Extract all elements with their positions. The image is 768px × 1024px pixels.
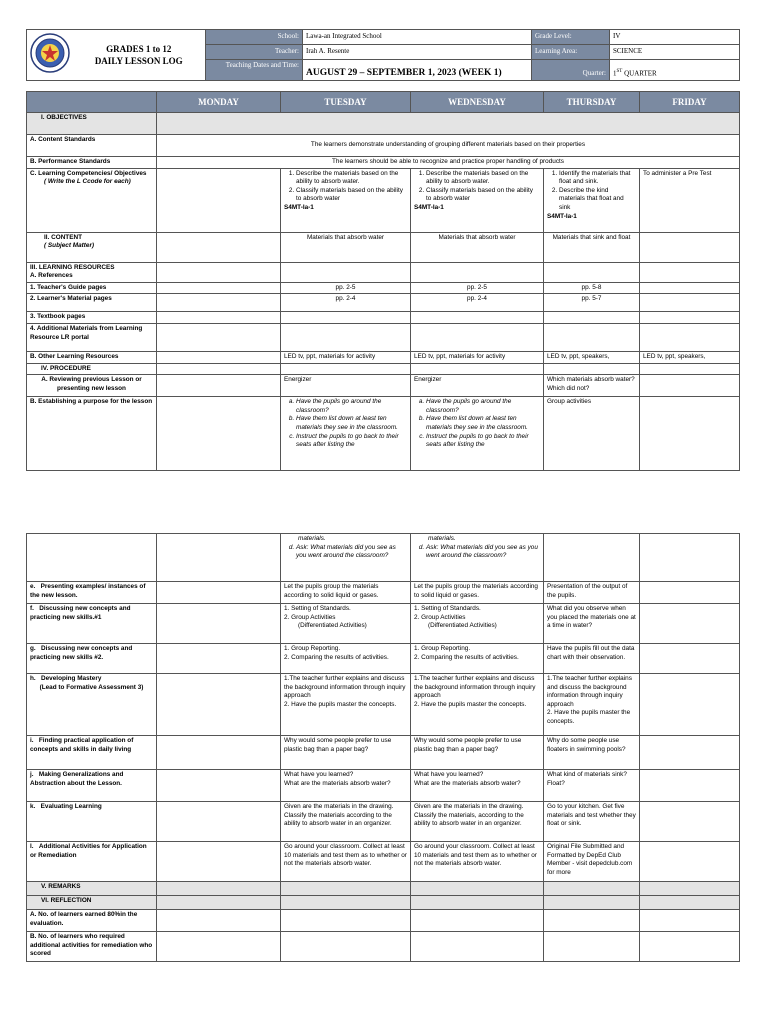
list-item: 1.The teacher further explains and discuss the background information through inquiry approach	[284, 675, 406, 700]
empty-cell	[544, 932, 640, 962]
tuesday-l: Go around your classroom. Collect at least 10 materials and test them as to whether or not the materials absorb water.	[281, 842, 411, 882]
monday-rev	[157, 375, 281, 397]
empty-cell	[640, 882, 740, 896]
monday-cont	[157, 534, 281, 582]
empty-cell	[411, 363, 544, 375]
list-item: c. Instruct the pupils to go back to their seats after listing the	[426, 433, 540, 450]
evaluating-label	[27, 802, 157, 842]
tuesday-cont-text: materials.	[298, 535, 326, 542]
thursday-f: What did you observe when you placed the materials one at a time in water?	[544, 604, 640, 644]
thursday-i: Why do some people use floaters in swimming pools?	[544, 736, 640, 770]
empty-cell	[544, 882, 640, 896]
monday-olr	[157, 351, 281, 363]
wednesday-e: Let the pupils group the materials according to solid liquid or gases.	[411, 582, 544, 604]
discussing2-label	[27, 644, 157, 674]
dates-value: AUGUST 29 – SEPTEMBER 1, 2023 (WEEK 1)	[303, 60, 532, 81]
list-item: c. Instruct the pupils to go back to their seats after listing the	[296, 433, 407, 450]
application-label	[27, 736, 157, 770]
wednesday-lm: pp. 2-4	[411, 294, 544, 312]
friday-rev	[640, 375, 740, 397]
tuesday-tg: pp. 2-5	[281, 282, 411, 294]
empty-cell	[281, 882, 411, 896]
list-item: What are the materials absorb water?	[414, 779, 521, 787]
list-item: 1. Setting of Standards.	[284, 605, 351, 612]
list-item: a. Have the pupils go around the classroom?	[296, 398, 407, 415]
friday-j	[640, 770, 740, 802]
empty-cell	[411, 896, 544, 910]
thursday-k: Go to your kitchen. Get five materials and test whether they float or sink.	[544, 802, 640, 842]
list-item: 2. Have the pupils master the concepts.	[414, 700, 527, 708]
tuesday-rev: Energizer	[281, 375, 411, 397]
dates-label: Teaching Dates and Time:	[206, 60, 303, 81]
empty-cell	[640, 262, 740, 282]
friday-tg	[640, 282, 740, 294]
row-letter: l.	[30, 843, 39, 850]
thursday-rev: Which materials absorb water? Which did not?	[544, 375, 640, 397]
monday-tg	[157, 282, 281, 294]
wednesday-g	[411, 644, 544, 674]
empty-cell	[544, 363, 640, 375]
generalization-label	[27, 770, 157, 802]
school-value: Lawa-an Integrated School	[303, 30, 532, 45]
empty-cell	[640, 323, 740, 351]
content-label: II. CONTENT	[44, 233, 82, 241]
mastery-cell	[27, 674, 157, 736]
tuesday-olr: LED tv, ppt, materials for activity	[281, 351, 411, 363]
grade-label: Grade Level:	[532, 30, 610, 45]
performance-standards-text: The learners should be able to recognize and practice proper handling of products	[157, 157, 740, 169]
row-letter: g.	[30, 645, 42, 652]
wednesday-l: Go around your classroom. Collect at least 10 materials and test them as to whether or not the materials absorb water.	[411, 842, 544, 882]
list-item: What have you learned?	[284, 771, 354, 778]
mastery-label	[30, 675, 153, 684]
tuesday-f	[281, 604, 411, 644]
discussing2-text: Discussing new concepts and practicing new skills #2.	[30, 645, 133, 661]
empty-cell	[544, 323, 640, 351]
logo-cell	[27, 30, 73, 81]
tuesday-lm: pp. 2-4	[281, 294, 411, 312]
thursday-lm: pp. 5-7	[544, 294, 640, 312]
empty-cell	[281, 363, 411, 375]
empty-cell	[281, 932, 411, 962]
day-header-tuesday: TUESDAY	[281, 92, 411, 113]
list-item: 2. Classify materials based on the ability to absorb water	[296, 187, 407, 204]
empty-cell	[544, 896, 640, 910]
empty-cell	[157, 312, 281, 324]
friday-l	[640, 842, 740, 882]
quarter-value	[610, 60, 740, 81]
monday-h	[157, 674, 281, 736]
list-item: 1. Group Reporting.	[414, 645, 471, 652]
teachers-guide-label: 1. Teacher's Guide pages	[27, 282, 157, 294]
tuesday-code: S4MT-Ia-1	[284, 203, 314, 211]
tuesday-cont	[281, 534, 411, 582]
deped-seal-icon	[30, 33, 70, 73]
wednesday-j	[411, 770, 544, 802]
list-item: 1. Identify the materials that float and sink.	[559, 170, 636, 187]
empty-cell	[281, 262, 411, 282]
wednesday-cont-text: materials.	[428, 535, 456, 542]
monday-i	[157, 736, 281, 770]
wednesday-competencies	[411, 168, 544, 232]
list-item: a. Have the pupils go around the classroom?	[426, 398, 540, 415]
thursday-competencies	[544, 168, 640, 232]
tuesday-i: Why would some people prefer to use plastic bag than a paper bag?	[281, 736, 411, 770]
friday-competencies: To administer a Pre Test	[640, 168, 740, 232]
tuesday-j	[281, 770, 411, 802]
list-item: 2. Describe the kind materials that float and sink	[559, 187, 636, 213]
thursday-cont	[544, 534, 640, 582]
presenting-label	[27, 582, 157, 604]
empty-cell	[544, 312, 640, 324]
row-letter: k.	[30, 803, 41, 810]
friday-lm	[640, 294, 740, 312]
wednesday-rev: Energizer	[411, 375, 544, 397]
thursday-content: Materials that sink and float	[544, 232, 640, 262]
tuesday-k: Given are the materials in the drawing. Classify the materials according to the ability to absorb water in an organizer.	[281, 802, 411, 842]
wednesday-h	[411, 674, 544, 736]
list-item: 1.The teacher further explains and discuss the background information through inquiry approach	[547, 675, 632, 708]
tuesday-e: Let the pupils group the materials according to solid liquid or gases.	[281, 582, 411, 604]
presenting-text: Presenting examples/ instances of the new lesson.	[30, 583, 146, 599]
monday-j	[157, 770, 281, 802]
discussing1-label	[27, 604, 157, 644]
reflection-label: VI. REFLECTION	[27, 896, 157, 910]
tuesday-competencies	[281, 168, 411, 232]
day-header-wednesday: WEDNESDAY	[411, 92, 544, 113]
tuesday-est	[281, 397, 411, 471]
quarter-sup: ST	[616, 68, 623, 74]
empty-cell	[157, 882, 281, 896]
monday-content	[157, 232, 281, 262]
thursday-tg: pp. 5-8	[544, 282, 640, 294]
empty-cell	[640, 312, 740, 324]
thursday-est: Group activities	[544, 397, 640, 471]
performance-standards-label: B. Performance Standards	[27, 157, 157, 169]
friday-content	[640, 232, 740, 262]
row-letter: i.	[30, 737, 39, 744]
friday-f	[640, 604, 740, 644]
wednesday-est	[411, 397, 544, 471]
empty-cell	[281, 910, 411, 932]
monday-e	[157, 582, 281, 604]
wednesday-tg: pp. 2-5	[411, 282, 544, 294]
monday-f	[157, 604, 281, 644]
empty-cell	[281, 323, 411, 351]
day-header-friday: FRIDAY	[640, 92, 740, 113]
content-cell	[27, 232, 157, 262]
lesson-table-page1	[26, 91, 740, 471]
empty-cell	[411, 262, 544, 282]
page-title-line1: GRADES 1 to 12	[106, 44, 172, 54]
area-value: SCIENCE	[610, 45, 740, 60]
empty-cell	[281, 896, 411, 910]
generalization-text: Making Generalizations and Abstraction about the Lesson.	[30, 771, 124, 787]
empty-cell	[640, 910, 740, 932]
empty-cell	[640, 896, 740, 910]
day-header-monday: MONDAY	[157, 92, 281, 113]
application-text: Finding practical application of concepts and skills in daily living	[30, 737, 134, 753]
empty-cell	[640, 363, 740, 375]
empty-cell	[281, 312, 411, 324]
mastery-text: Developing Mastery	[41, 675, 102, 682]
remarks-label: V. REMARKS	[27, 882, 157, 896]
area-label: Learning Area:	[532, 45, 610, 60]
content-standards-text: The learners demonstrate understanding of grouping different materials based on their properties	[157, 135, 740, 157]
empty-cell	[157, 363, 281, 375]
monday-g	[157, 644, 281, 674]
references-label: A. References	[30, 272, 73, 280]
list-item: 1. Setting of Standards.	[414, 605, 481, 612]
tuesday-h	[281, 674, 411, 736]
learning-resources-cell	[27, 262, 157, 282]
friday-est	[640, 397, 740, 471]
list-item: d. Ask: What materials did you see as you went around the classroom?	[296, 544, 407, 561]
list-item: d. Ask: What materials did you see as you went around the classroom?	[426, 544, 540, 561]
establishing-label: B. Establishing a purpose for the lesson	[27, 397, 157, 471]
row-letter: h.	[30, 675, 42, 682]
monday-k	[157, 802, 281, 842]
quarter-label: Quarter:	[532, 60, 610, 81]
empty-cell	[157, 262, 281, 282]
competencies-cell	[27, 168, 157, 232]
grade-value: IV	[610, 30, 740, 45]
friday-h	[640, 674, 740, 736]
mastery-sub: (Lead to Formative Assessment 3)	[39, 683, 144, 691]
row-letter: e.	[30, 583, 41, 590]
content-standards-label: A. Content Standards	[27, 135, 157, 157]
list-item: 1. Describe the materials based on the ability to absorb water.	[296, 170, 407, 187]
empty-cell	[157, 323, 281, 351]
reflection-b-label: B. No. of learners who required additional activities for remediation who scored	[27, 932, 157, 962]
quarter-text: QUARTER	[622, 69, 657, 77]
thursday-e: Presentation of the output of the pupils.	[544, 582, 640, 604]
reflection-a-label: A. No. of learners earned 80%in the evaluation.	[27, 910, 157, 932]
list-item: b. Have them list down at least ten materials they see in the classroom.	[426, 415, 540, 432]
list-item: 2. Comparing the results of activities.	[414, 653, 519, 661]
empty-cell	[157, 910, 281, 932]
thursday-g: Have the pupils fill out the data chart with their observation.	[544, 644, 640, 674]
empty-cell	[640, 932, 740, 962]
procedure-label: IV. PROCEDURE	[27, 363, 157, 375]
other-resources-label: B. Other Learning Resources	[27, 351, 157, 363]
list-item: (Differentiated Activities)	[428, 622, 497, 630]
list-item: What have you learned?	[414, 771, 484, 778]
empty-cell	[157, 932, 281, 962]
objectives-cell	[157, 113, 740, 135]
wednesday-f	[411, 604, 544, 644]
additional-materials-label: 4. Additional Materials from Learning Resource LR portal	[27, 323, 157, 351]
continued-label	[27, 534, 157, 582]
lesson-table-page2	[26, 533, 740, 962]
tuesday-g	[281, 644, 411, 674]
friday-g	[640, 644, 740, 674]
empty-cell	[157, 896, 281, 910]
reviewing-label: A. Reviewing previous Lesson or presenting new lesson	[27, 375, 157, 397]
friday-k	[640, 802, 740, 842]
evaluating-text: Evaluating Learning	[40, 803, 102, 810]
empty-cell	[544, 910, 640, 932]
thursday-code: S4MT-Ia-1	[547, 212, 577, 220]
quarter-number: 1	[613, 69, 617, 77]
learners-material-label: 2. Learner's Material pages	[27, 294, 157, 312]
objectives-label: I. OBJECTIVES	[27, 113, 157, 135]
empty-cell	[411, 882, 544, 896]
empty-cell	[411, 323, 544, 351]
thursday-h	[544, 674, 640, 736]
list-item: What are the materials absorb water?	[284, 779, 391, 787]
thursday-j: What kind of materials sink? Float?	[544, 770, 640, 802]
list-item: (Differentiated Activities)	[298, 622, 367, 630]
empty-cell	[544, 262, 640, 282]
list-item: 1.The teacher further explains and discuss the background information through inquiry approach	[414, 675, 536, 700]
empty-cell	[411, 312, 544, 324]
wednesday-olr: LED tv, ppt, materials for activity	[411, 351, 544, 363]
wednesday-k: Given are the materials in the drawing. Classify the materials, according to the ability to absorb water in an organizer.	[411, 802, 544, 842]
monday-lm	[157, 294, 281, 312]
list-item: 2. Have the pupils master the concepts.	[547, 709, 631, 725]
monday-est	[157, 397, 281, 471]
learning-resources-label: III. LEARNING RESOURCES	[30, 263, 115, 271]
list-item: 2. Group Activities	[284, 613, 336, 621]
list-item: 1. Describe the materials based on the ability to absorb water.	[426, 170, 540, 187]
empty-cell	[411, 910, 544, 932]
friday-i	[640, 736, 740, 770]
thursday-l: Original File Submitted and Formatted by DepEd Club Member - visit depedclub.com for more	[544, 842, 640, 882]
content-sub: ( Subject Matter)	[44, 242, 95, 250]
empty-cell	[411, 932, 544, 962]
friday-olr: LED tv, ppt, speakers,	[640, 351, 740, 363]
monday-competencies	[157, 168, 281, 232]
corner-header	[27, 92, 157, 113]
page-title-line2: DAILY LESSON LOG	[94, 56, 183, 66]
friday-e	[640, 582, 740, 604]
list-item: 2. Classify materials based on the ability to absorb water	[426, 187, 540, 204]
list-item: 2. Comparing the results of activities.	[284, 653, 389, 661]
additional-activities-text: Additional Activities for Application or Remediation	[30, 843, 147, 859]
competencies-sub: ( Write the L Ccode for each)	[44, 178, 131, 186]
list-item: 1. Group Reporting.	[284, 645, 341, 652]
header-table	[26, 29, 740, 81]
additional-activities-label	[27, 842, 157, 882]
wednesday-code: S4MT-Ia-1	[414, 203, 444, 211]
textbook-label: 3. Textbook pages	[27, 312, 157, 324]
discussing1-text: Discussing new concepts and practicing new skills.#1	[30, 605, 131, 621]
list-item: b. Have them list down at least ten materials they see in the classroom.	[296, 415, 407, 432]
teacher-label: Teacher:	[206, 45, 303, 60]
friday-cont	[640, 534, 740, 582]
thursday-olr: LED tv, ppt, speakers,	[544, 351, 640, 363]
wednesday-content: Materials that absorb water	[411, 232, 544, 262]
row-letter: j.	[30, 771, 39, 778]
competencies-label: C. Learning Competencies/ Objectives	[30, 169, 147, 177]
day-header-thursday: THURSDAY	[544, 92, 640, 113]
school-label: School:	[206, 30, 303, 45]
monday-l	[157, 842, 281, 882]
tuesday-content: Materials that absorb water	[281, 232, 411, 262]
list-item: 2. Group Activities	[414, 613, 466, 621]
wednesday-i: Why would some people prefer to use plastic bag than a paper bag?	[411, 736, 544, 770]
row-letter: f.	[30, 605, 40, 612]
title-cell	[73, 30, 206, 81]
teacher-value: Irah A. Resente	[303, 45, 532, 60]
list-item: 2. Have the pupils master the concepts.	[284, 700, 397, 708]
wednesday-cont	[411, 534, 544, 582]
